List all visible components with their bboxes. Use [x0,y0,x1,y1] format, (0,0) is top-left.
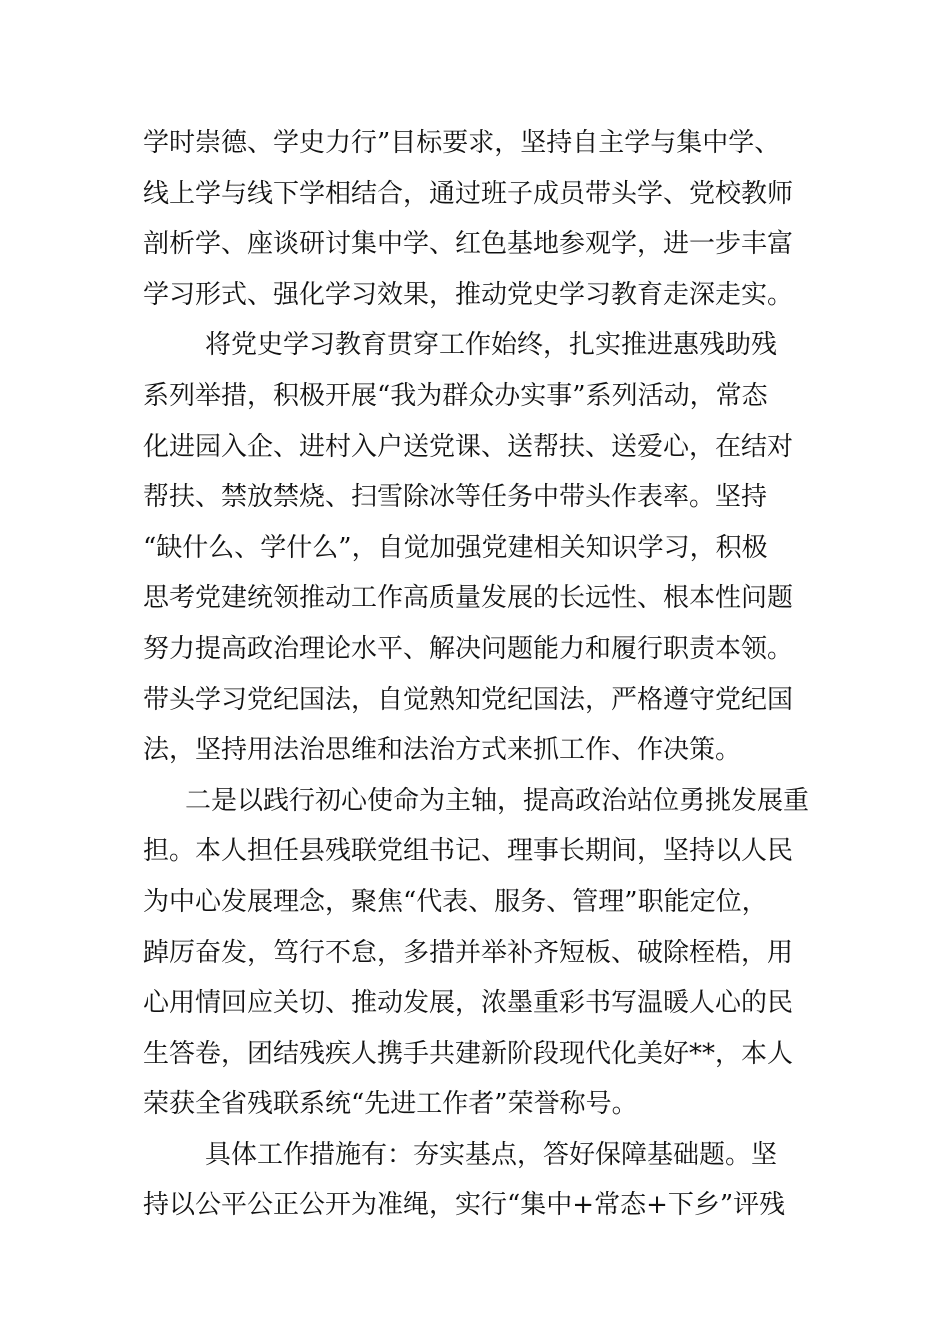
text-line: 线上学与线下学相结合，通过班子成员带头学、党校教师 [143,178,794,209]
paragraph-start-line: 具体工作措施有：夯实基点，答好保障基础题。坚 [205,1139,778,1170]
text-line: 努力提高政治理论水平、解决问题能力和履行职责本领。 [143,633,794,664]
text-line: 思考党建统领推动工作高质量发展的长远性、根本性问题 [143,583,794,614]
section-heading-line: 二是以践行初心使命为主轴，提高政治站位勇挑发展重 [185,785,810,816]
text-line: 生答卷，团结残疾人携手共建新阶段现代化美好**，本人 [143,1038,794,1069]
text-line: 持以公平公正公开为准绳，实行“集中+常态+下乡”评残 [143,1190,786,1221]
text-line: 帮扶、禁放禁烧、扫雪除冰等任务中带头作表率。坚持 [143,482,768,513]
text-line: 担。本人担任县残联党组书记、理事长期间，坚持以人民 [143,836,794,867]
text-line: 踔厉奋发，笃行不怠，多措并举补齐短板、破除桎梏，用 [143,937,794,968]
text-line: 学时崇德、学史力行”目标要求，坚持自主学与集中学、 [143,128,781,158]
text-line: 法，坚持用法治思维和法治方式来抓工作、作决策。 [143,735,742,766]
paragraph-start-line: 将党史学习教育贯穿工作始终，扎实推进惠残助残 [205,330,778,361]
body-text [143,118,813,1231]
text-line: “缺什么、学什么”，自觉加强党建相关知识学习，积极 [143,532,768,563]
text-line: 化进园入企、进村入户送党课、送帮扶、送爱心，在结对 [143,431,794,462]
text-line: 为中心发展理念，聚焦“代表、服务、管理”职能定位， [143,886,768,917]
text-line: 荣获全省残联系统“先进工作者”荣誉称号。 [143,1089,638,1120]
text-line: 学习形式、强化学习效果，推动党史学习教育走深走实。 [143,279,794,310]
text-line: 心用情回应关切、推动发展，浓墨重彩书写温暖人心的民 [143,988,794,1019]
text-line: 剖析学、座谈研讨集中学、红色基地参观学，进一步丰富 [143,229,794,260]
text-line: 带头学习党纪国法，自觉熟知党纪国法，严格遵守党纪国 [143,684,794,715]
text-line: 系列举措，积极开展“我为群众办实事”系列活动，常态 [143,380,768,411]
